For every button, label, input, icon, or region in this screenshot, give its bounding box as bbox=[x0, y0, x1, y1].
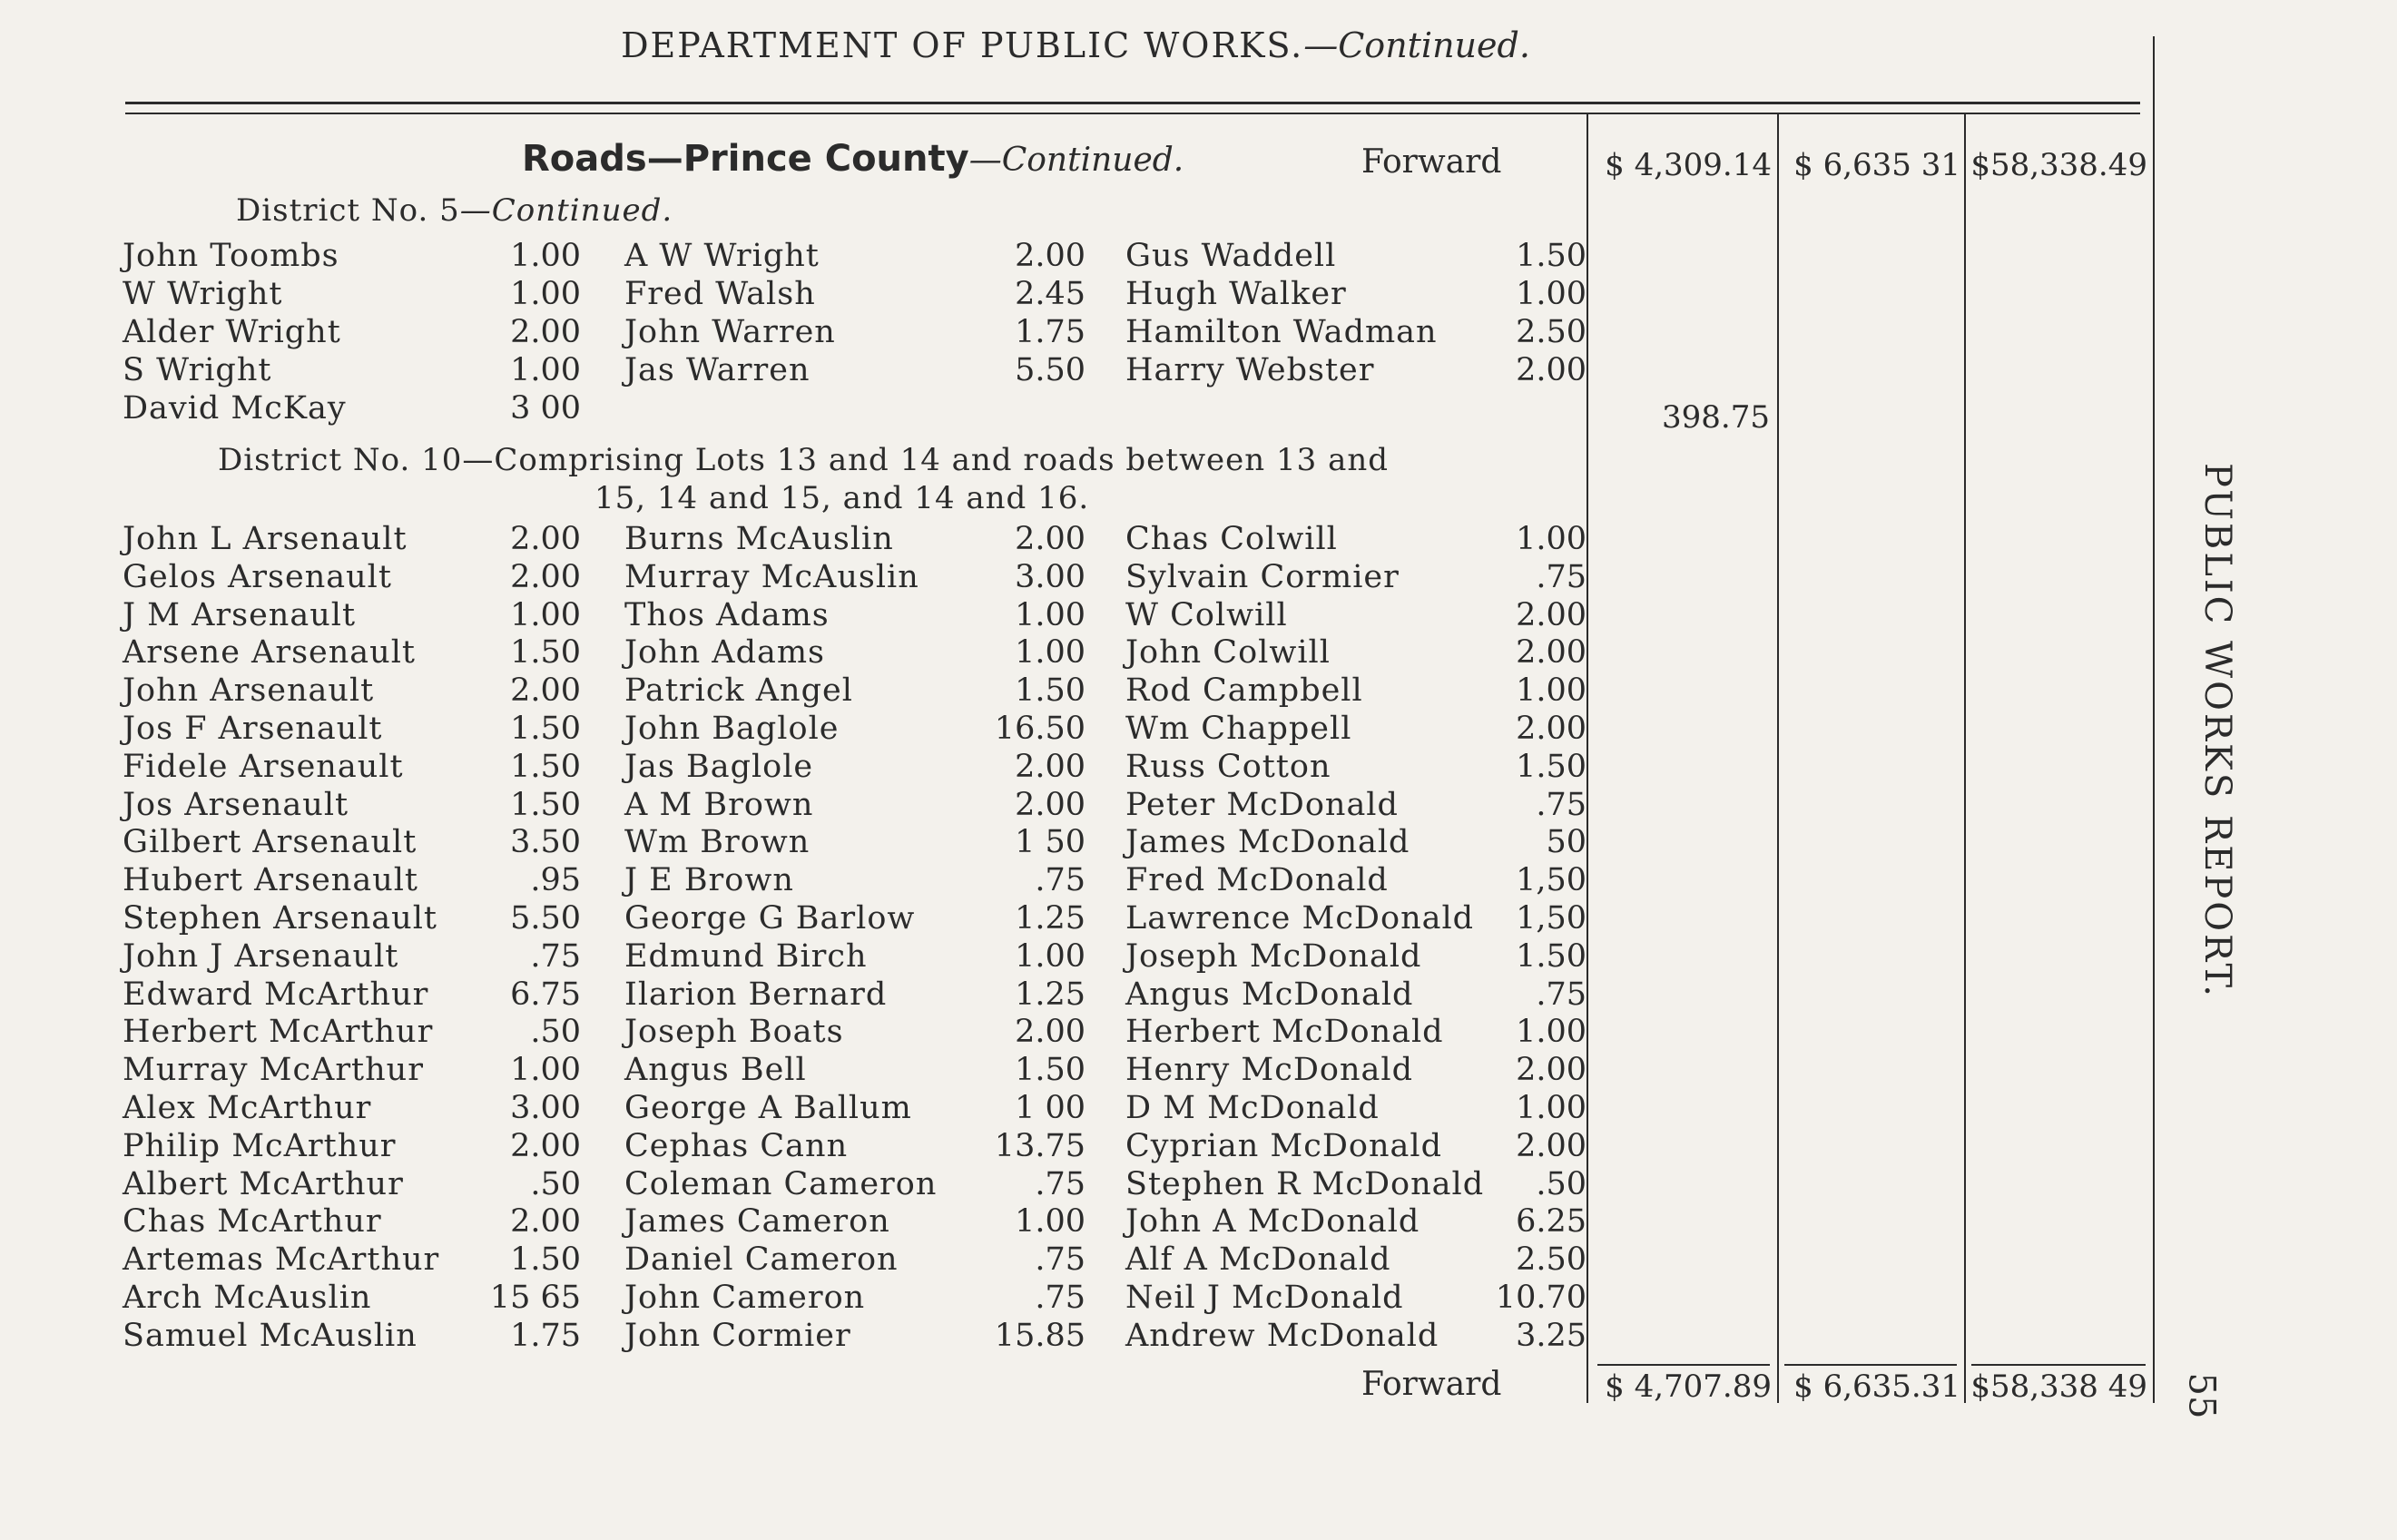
district-10-entry-name: Edmund Birch bbox=[624, 937, 868, 975]
forward-top-amount-2: $ 6,635 31 bbox=[1793, 147, 1960, 183]
sum-rule-2 bbox=[1784, 1364, 1957, 1366]
district-10-entry-amount: 1 50 bbox=[1015, 824, 1086, 861]
district-5-entry-amount: 1.00 bbox=[510, 238, 581, 274]
district-10-entry-name: Alf A McDonald bbox=[1125, 1241, 1391, 1279]
district-5-entry-name: Hugh Walker bbox=[1125, 276, 1347, 312]
district-10-entry-name: Burns McAuslin bbox=[624, 521, 894, 557]
district-10-entry-amount: .75 bbox=[1536, 976, 1587, 1013]
district-10-entry-amount: 1.50 bbox=[1516, 937, 1587, 975]
district-10-entry-amount: .75 bbox=[1536, 558, 1587, 595]
district-10-entry-amount: 1.25 bbox=[1015, 900, 1086, 937]
district-10-entry-name: Sylvain Cormier bbox=[1125, 558, 1400, 595]
district-10-entry-name: John Baglole bbox=[624, 711, 840, 747]
section-title-text: Roads—Prince County bbox=[522, 138, 969, 180]
district-10-entry-name: Gelos Arsenault bbox=[123, 558, 392, 595]
district-10-entry-name: Patrick Angel bbox=[624, 672, 853, 710]
district-10-entry-amount: 2.00 bbox=[510, 1127, 581, 1164]
district-5-entry-name: Gus Waddell bbox=[1125, 238, 1337, 274]
district-10-entry-amount: 1.00 bbox=[1015, 634, 1086, 672]
district-10-entry-amount: 1.00 bbox=[1516, 521, 1587, 557]
district-10-entry-amount: 3.25 bbox=[1516, 1317, 1587, 1354]
district-10-entry-amount: .50 bbox=[530, 1014, 581, 1051]
district-10-entry-amount: 1.25 bbox=[1015, 976, 1086, 1013]
district-10-entry-name: Cyprian McDonald bbox=[1125, 1127, 1442, 1164]
district-10-entry-name: George G Barlow bbox=[624, 900, 916, 937]
district-5-entry-amount: 2.00 bbox=[1516, 352, 1587, 388]
district-10-entry-amount: 1.00 bbox=[510, 1052, 581, 1089]
header-rule-top bbox=[125, 102, 2140, 104]
district-10-entry-name: Albert McArthur bbox=[123, 1165, 404, 1202]
column-divider-outer bbox=[2153, 36, 2155, 1403]
district-5-subtotal: 398.75 bbox=[1662, 399, 1770, 436]
district-10-entry-amount: 1.50 bbox=[1015, 672, 1086, 710]
header-continued: —Continued. bbox=[1303, 25, 1530, 65]
district-10-entry-amount: 1 00 bbox=[1015, 1090, 1086, 1126]
district-10-entry-amount: 2.00 bbox=[1015, 748, 1086, 785]
district-10-entry-name: Ilarion Bernard bbox=[624, 976, 888, 1013]
district-10-entry-amount: 15.85 bbox=[994, 1317, 1086, 1354]
district-10-entry-amount: .75 bbox=[1035, 1241, 1086, 1279]
district-10-entry-amount: 1.75 bbox=[510, 1317, 581, 1354]
page-number: 55 bbox=[2180, 1372, 2223, 1419]
district-10-entry-amount: 1.50 bbox=[510, 786, 581, 823]
district-5-entry-amount: 1.75 bbox=[1015, 314, 1086, 350]
district-5-entry-name: Jas Warren bbox=[624, 352, 810, 388]
district-10-entry-name: Jas Baglole bbox=[624, 748, 814, 785]
district-5-entry-amount: 2.00 bbox=[1015, 238, 1086, 274]
district-10-entry-name: Chas McArthur bbox=[123, 1203, 382, 1241]
district-10-entry-name: John L Arsenault bbox=[123, 521, 408, 557]
district-10-entry-name: Samuel McAuslin bbox=[123, 1317, 418, 1354]
district-5-entry-amount: 1.50 bbox=[1516, 238, 1587, 274]
district-5-entry-amount: 1.00 bbox=[510, 352, 581, 388]
district-10-entry-name: Cephas Cann bbox=[624, 1127, 849, 1164]
district-5-entry-name: S Wright bbox=[123, 352, 272, 388]
district-5-continued: —Continued. bbox=[459, 192, 673, 229]
district-10-entry-amount: 2.00 bbox=[1516, 1127, 1587, 1164]
district-10-heading-line2: 15, 14 and 15, and 14 and 16. bbox=[594, 480, 1090, 516]
forward-bottom-amount-3: $58,338 49 bbox=[1970, 1368, 2147, 1405]
district-10-entry-amount: 1.00 bbox=[1015, 937, 1086, 975]
district-5-entry-amount: 2.45 bbox=[1015, 276, 1086, 312]
district-10-entry-name: D M McDonald bbox=[1125, 1090, 1380, 1126]
district-10-entry-name: Murray McArthur bbox=[123, 1052, 424, 1089]
district-10-entry-name: Herbert McDonald bbox=[1125, 1014, 1444, 1051]
district-10-entry-amount: 2.00 bbox=[510, 521, 581, 557]
district-10-entry-amount: 2.00 bbox=[1516, 711, 1587, 747]
district-10-entry-amount: 16.50 bbox=[994, 711, 1086, 747]
district-10-entry-name: Wm Brown bbox=[624, 824, 810, 861]
district-10-entry-amount: 13.75 bbox=[994, 1127, 1086, 1164]
district-10-entry-amount: 2.00 bbox=[1015, 1014, 1086, 1051]
column-divider-1 bbox=[1587, 114, 1588, 1403]
district-10-entry-amount: 2.00 bbox=[1516, 596, 1587, 633]
district-10-entry-amount: 1.00 bbox=[1015, 596, 1086, 633]
district-10-entry-amount: 50 bbox=[1546, 824, 1587, 861]
district-10-entry-amount: .50 bbox=[530, 1165, 581, 1202]
district-10-entry-name: Russ Cotton bbox=[1125, 748, 1331, 785]
district-10-entry-name: Joseph Boats bbox=[624, 1014, 844, 1051]
district-10-entry-name: A M Brown bbox=[624, 786, 814, 823]
district-10-entry-name: Hubert Arsenault bbox=[123, 862, 418, 899]
district-10-entry-name: Jos F Arsenault bbox=[123, 711, 383, 747]
forward-top-amount-3: $58,338.49 bbox=[1970, 147, 2147, 183]
district-10-entry-amount: .95 bbox=[530, 862, 581, 899]
district-10-entry-name: Chas Colwill bbox=[1125, 521, 1338, 557]
sum-rule-3 bbox=[1971, 1364, 2146, 1366]
district-5-entry-name: W Wright bbox=[123, 276, 283, 312]
district-10-entry-amount: .75 bbox=[1035, 862, 1086, 899]
district-10-entry-name: Philip McArthur bbox=[123, 1127, 397, 1164]
district-10-entry-amount: 2.00 bbox=[510, 1203, 581, 1241]
district-10-entry-amount: .75 bbox=[1035, 1165, 1086, 1202]
side-running-title: PUBLIC WORKS REPORT. bbox=[2196, 463, 2238, 999]
district-10-entry-name: Andrew McDonald bbox=[1125, 1317, 1439, 1354]
district-10-entry-amount: 1.50 bbox=[510, 748, 581, 785]
forward-top-amount-1: $ 4,309.14 bbox=[1605, 147, 1772, 183]
district-10-entry-name: John Cameron bbox=[624, 1280, 866, 1316]
district-10-entry-amount: 2.00 bbox=[510, 558, 581, 595]
district-10-entry-name: John Arsenault bbox=[123, 672, 375, 710]
district-10-entry-name: Henry McDonald bbox=[1125, 1052, 1413, 1089]
district-10-entry-amount: 1.50 bbox=[1516, 748, 1587, 785]
district-10-entry-amount: 1.50 bbox=[510, 634, 581, 672]
district-10-entry-name: Joseph McDonald bbox=[1125, 937, 1422, 975]
district-5-entry-amount: 1.00 bbox=[1516, 276, 1587, 312]
district-10-entry-amount: 1.50 bbox=[510, 711, 581, 747]
district-10-entry-amount: 2.00 bbox=[1516, 634, 1587, 672]
district-10-entry-name: John J Arsenault bbox=[123, 937, 399, 975]
district-10-entry-amount: 2.50 bbox=[1516, 1241, 1587, 1279]
district-10-entry-name: James McDonald bbox=[1125, 824, 1410, 861]
district-10-entry-name: Coleman Cameron bbox=[624, 1165, 938, 1202]
district-10-entry-amount: 1.00 bbox=[1015, 1203, 1086, 1241]
district-10-entry-amount: 6.75 bbox=[510, 976, 581, 1013]
section-title bbox=[522, 138, 1184, 180]
district-10-entry-name: Wm Chappell bbox=[1125, 711, 1352, 747]
district-10-entry-amount: 1.00 bbox=[510, 596, 581, 633]
district-10-entry-name: James Cameron bbox=[624, 1203, 890, 1241]
header-rule-bottom bbox=[125, 113, 2140, 114]
district-10-entry-amount: 2.00 bbox=[1015, 786, 1086, 823]
district-10-entry-amount: .75 bbox=[1536, 786, 1587, 823]
district-10-entry-name: John Cormier bbox=[624, 1317, 851, 1354]
district-10-entry-name: Rod Campbell bbox=[1125, 672, 1363, 710]
district-10-entry-name: John Adams bbox=[624, 634, 826, 672]
district-10-entry-amount: 1.50 bbox=[1015, 1052, 1086, 1089]
district-5-entry-amount: 2.00 bbox=[510, 314, 581, 350]
district-10-entry-amount: .75 bbox=[1035, 1280, 1086, 1316]
district-10-entry-name: John A McDonald bbox=[1125, 1203, 1420, 1241]
district-10-entry-name: Fred McDonald bbox=[1125, 862, 1389, 899]
district-10-entry-name: Stephen R McDonald bbox=[1125, 1165, 1485, 1202]
district-5-entry-name: David McKay bbox=[123, 390, 347, 427]
district-10-entry-amount: 1,50 bbox=[1516, 862, 1587, 899]
district-10-entry-name: Daniel Cameron bbox=[624, 1241, 899, 1279]
district-10-entry-name: Stephen Arsenault bbox=[123, 900, 437, 937]
district-10-entry-amount: 1.50 bbox=[510, 1241, 581, 1279]
district-10-entry-amount: 1.00 bbox=[1516, 672, 1587, 710]
district-10-entry-name: Angus Bell bbox=[624, 1052, 807, 1089]
district-10-entry-amount: 5.50 bbox=[510, 900, 581, 937]
district-5-entry-name: Fred Walsh bbox=[624, 276, 816, 312]
district-5-entry-name: Harry Webster bbox=[1125, 352, 1375, 388]
district-10-entry-amount: 1,50 bbox=[1516, 900, 1587, 937]
district-10-entry-amount: 2.00 bbox=[1516, 1052, 1587, 1089]
district-5-entry-amount: 1.00 bbox=[510, 276, 581, 312]
district-10-entry-amount: 15 65 bbox=[489, 1280, 581, 1316]
forward-label-bottom: Forward bbox=[1361, 1366, 1502, 1403]
district-10-entry-name: Fidele Arsenault bbox=[123, 748, 404, 785]
district-10-entry-amount: 1.00 bbox=[1516, 1090, 1587, 1126]
district-10-entry-amount: 3.50 bbox=[510, 824, 581, 861]
district-10-entry-amount: 3.00 bbox=[510, 1090, 581, 1126]
district-10-entry-name: Neil J McDonald bbox=[1125, 1280, 1404, 1316]
district-10-entry-amount: 2.00 bbox=[1015, 521, 1086, 557]
district-10-entry-amount: 2.00 bbox=[510, 672, 581, 710]
district-5-entry-name: Alder Wright bbox=[123, 314, 341, 350]
district-5-entry-name: John Warren bbox=[624, 314, 836, 350]
district-5-entry-name: A W Wright bbox=[624, 238, 820, 274]
district-5-entry-amount: 3 00 bbox=[510, 390, 581, 427]
district-5-entry-amount: 5.50 bbox=[1015, 352, 1086, 388]
district-10-entry-name: Gilbert Arsenault bbox=[123, 824, 418, 861]
district-5-label: District No. 5 bbox=[236, 192, 460, 229]
district-10-entry-name: Peter McDonald bbox=[1125, 786, 1399, 823]
district-5-entry-name: John Toombs bbox=[123, 238, 339, 274]
district-10-entry-amount: 10.70 bbox=[1495, 1280, 1587, 1316]
district-10-entry-name: Herbert McArthur bbox=[123, 1014, 434, 1051]
header-title: DEPARTMENT OF PUBLIC WORKS. bbox=[621, 25, 1304, 65]
column-divider-2 bbox=[1777, 114, 1779, 1403]
district-10-entry-name: J E Brown bbox=[624, 862, 794, 899]
district-10-entry-name: George A Ballum bbox=[624, 1090, 912, 1126]
district-10-entry-amount: .75 bbox=[530, 937, 581, 975]
district-10-entry-name: Artemas McArthur bbox=[123, 1241, 440, 1279]
forward-label-top: Forward bbox=[1361, 143, 1502, 181]
district-10-entry-name: Thos Adams bbox=[624, 596, 830, 633]
district-10-entry-name: W Colwill bbox=[1125, 596, 1288, 633]
district-10-entry-name: Lawrence McDonald bbox=[1125, 900, 1475, 937]
district-10-entry-amount: 6.25 bbox=[1516, 1203, 1587, 1241]
column-divider-3 bbox=[1964, 114, 1966, 1403]
district-5-entry-amount: 2.50 bbox=[1516, 314, 1587, 350]
district-10-entry-name: Arsene Arsenault bbox=[123, 634, 416, 672]
district-10-entry-name: Arch McAuslin bbox=[123, 1280, 372, 1316]
forward-bottom-amount-2: $ 6,635.31 bbox=[1793, 1368, 1960, 1405]
district-10-entry-name: J M Arsenault bbox=[123, 596, 357, 633]
forward-bottom-amount-1: $ 4,707.89 bbox=[1605, 1368, 1772, 1405]
district-10-entry-name: Alex McArthur bbox=[123, 1090, 372, 1126]
district-10-entry-amount: .50 bbox=[1536, 1165, 1587, 1202]
district-10-entry-name: John Colwill bbox=[1125, 634, 1331, 672]
district-10-heading-line1: District No. 10—Comprising Lots 13 and 14 and roads between 13 and bbox=[218, 442, 1389, 478]
district-5-entry-name: Hamilton Wadman bbox=[1125, 314, 1438, 350]
district-10-entry-amount: 3.00 bbox=[1015, 558, 1086, 595]
section-continued: —Continued. bbox=[968, 142, 1184, 179]
district-10-entry-name: Angus McDonald bbox=[1125, 976, 1414, 1013]
district-10-entry-name: Edward McArthur bbox=[123, 976, 429, 1013]
page-header bbox=[0, 25, 2151, 65]
sum-rule-1 bbox=[1597, 1364, 1770, 1366]
district-10-entry-amount: 1.00 bbox=[1516, 1014, 1587, 1051]
district-10-entry-name: Murray McAuslin bbox=[624, 558, 919, 595]
district-5-heading bbox=[236, 192, 673, 229]
district-10-entry-name: Jos Arsenault bbox=[123, 786, 349, 823]
